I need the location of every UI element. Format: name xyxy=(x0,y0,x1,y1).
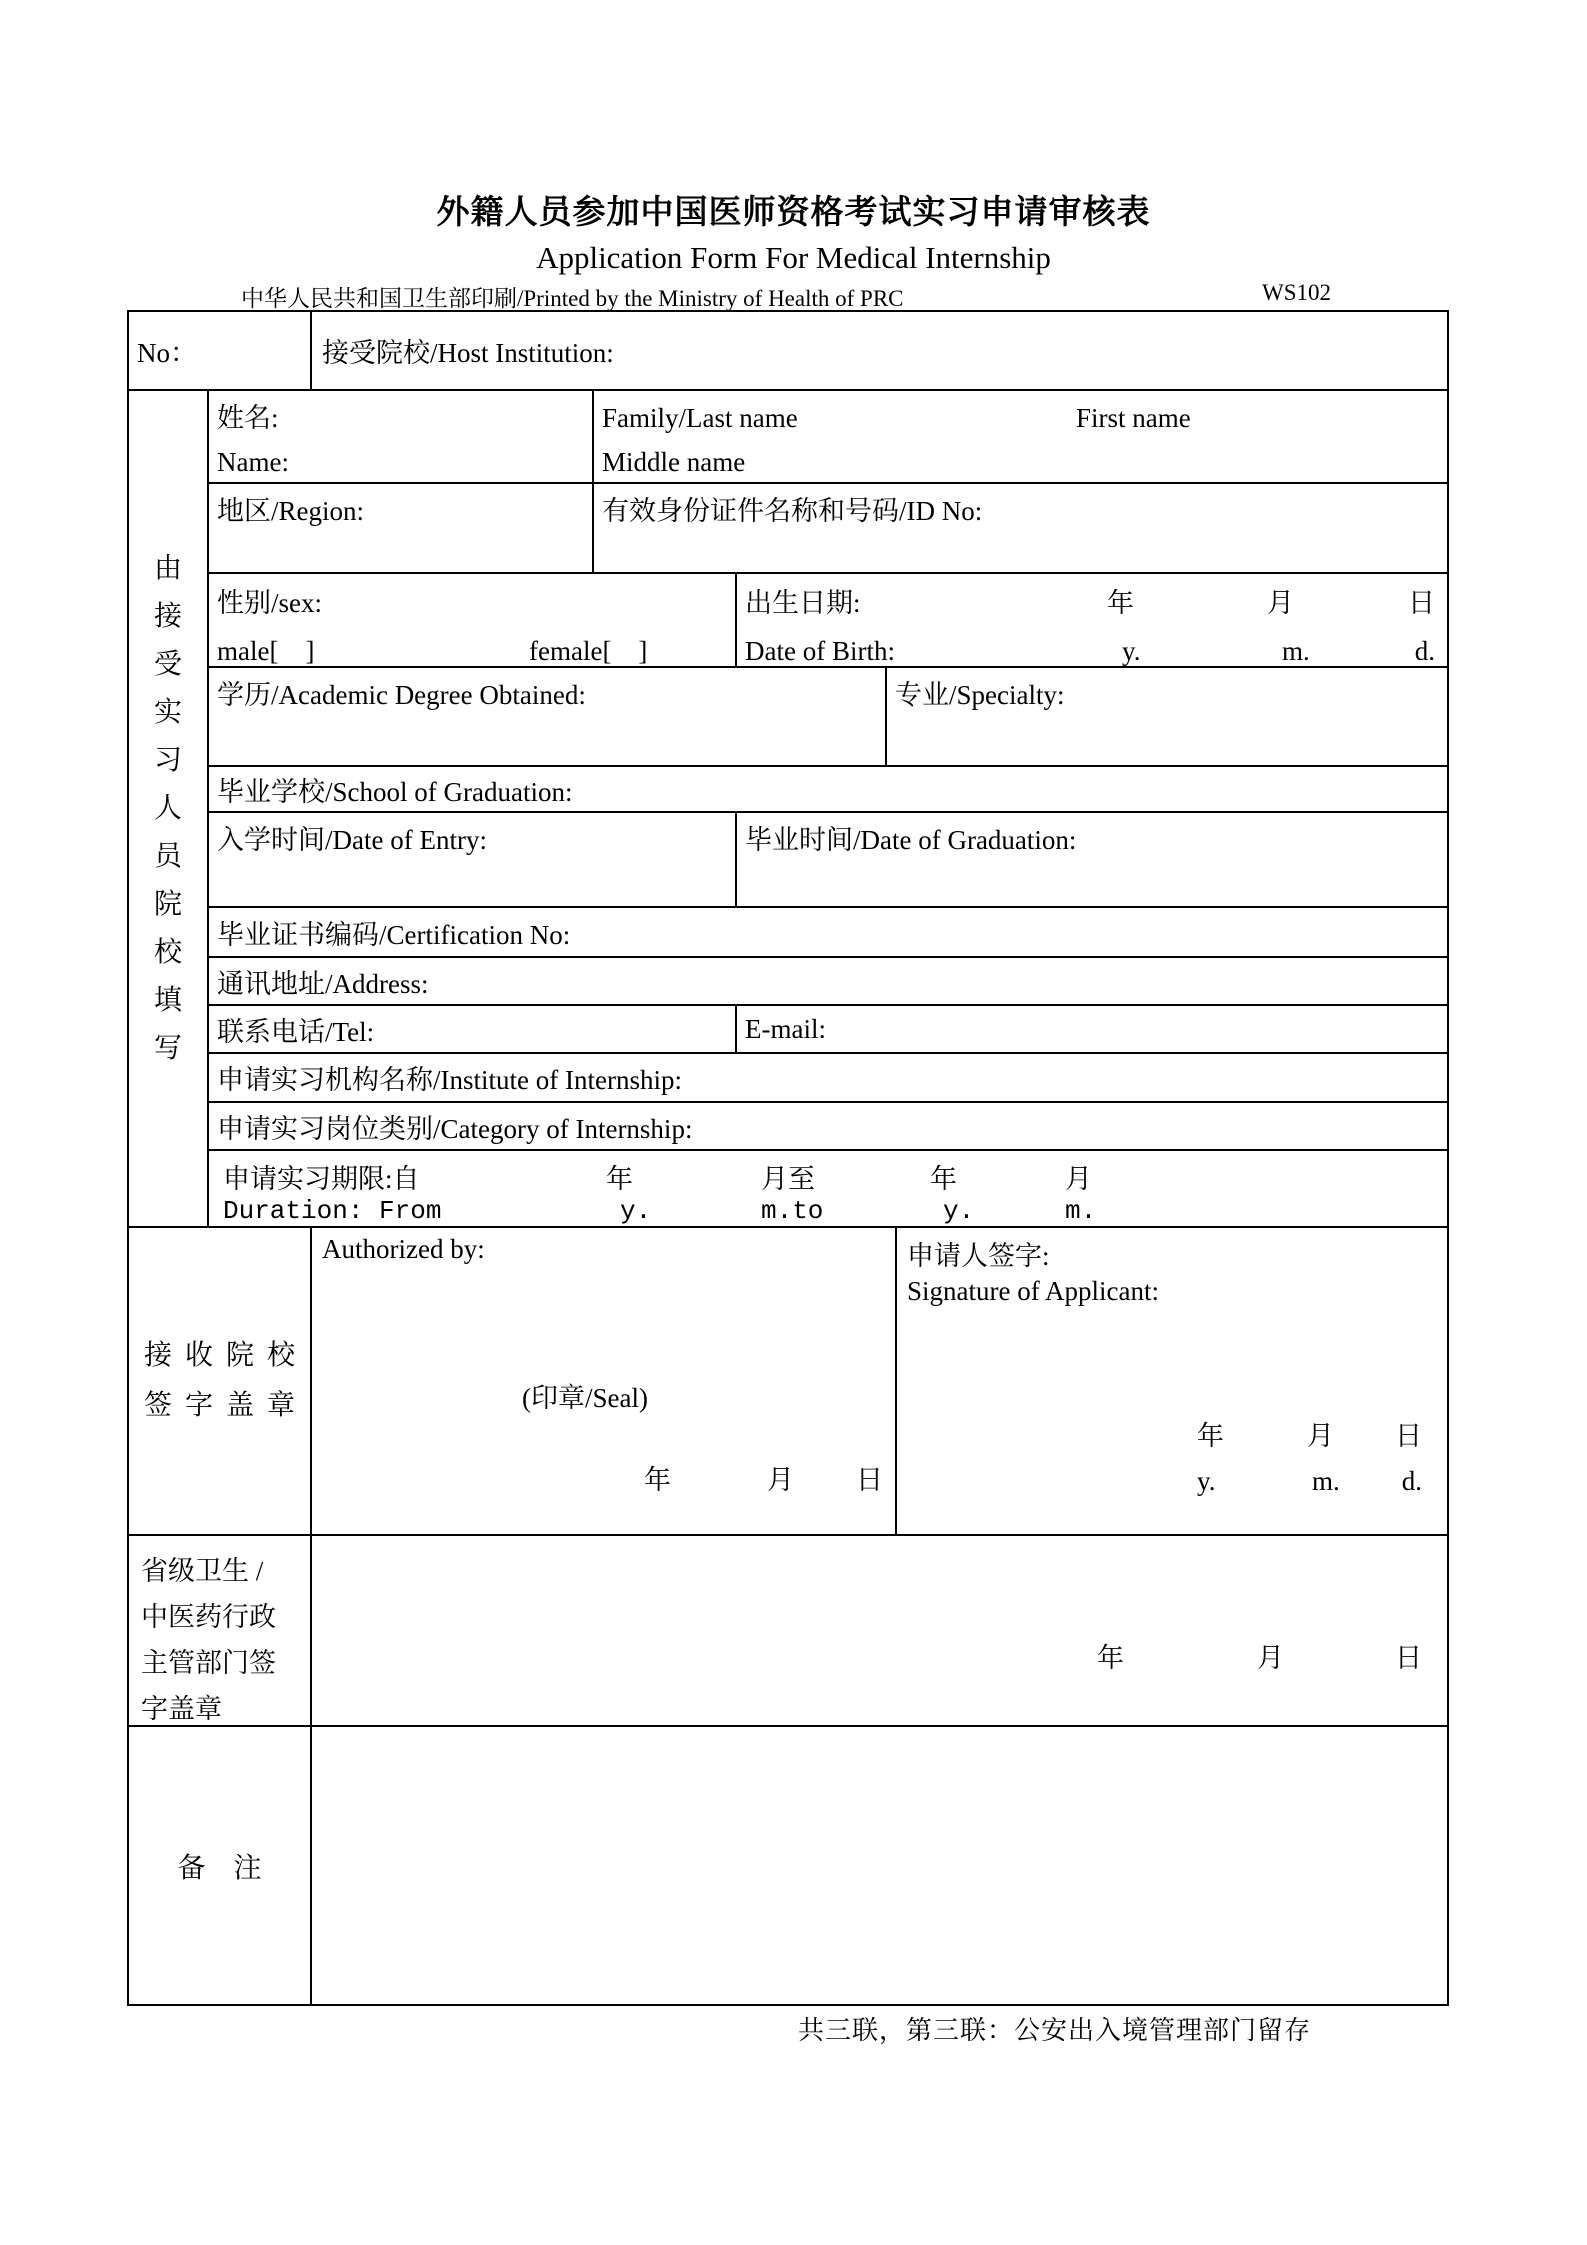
seal-label: (印章/Seal) xyxy=(522,1383,648,1413)
dob-label-zh: 出生日期: xyxy=(745,588,861,618)
address-row xyxy=(209,956,1447,1004)
female-checkbox-label: female[ ] xyxy=(529,636,648,666)
specialty-label: 专业/Specialty: xyxy=(885,668,1447,765)
degree-label: 学历/Academic Degree Obtained: xyxy=(217,680,586,710)
date-of-entry-label: 入学时间/Date of Entry: xyxy=(217,825,487,855)
duration-month1-en: m.to xyxy=(761,1196,824,1226)
institute-label: 申请实习机构名称/Institute of Internship: xyxy=(217,1065,682,1095)
tel-email-row xyxy=(209,1004,1447,1052)
school-row xyxy=(209,765,1447,811)
region-row xyxy=(209,482,1447,572)
duration-cell xyxy=(209,1151,1447,1228)
dob-year-zh: 年 xyxy=(1107,588,1134,618)
printed-by-note: 中华人民共和国卫生部印刷/Printed by the Ministry of Health of PRC xyxy=(241,286,904,311)
duration-label-en: Duration: From xyxy=(223,1196,442,1226)
region-label: 地区/Region: xyxy=(217,496,364,526)
duration-year2-en: y. xyxy=(943,1196,975,1226)
duration-year2-zh: 年 xyxy=(930,1164,957,1194)
applicant-date-month-en: m. xyxy=(1312,1466,1340,1496)
form-table xyxy=(127,310,1449,2006)
provincial-authority-section xyxy=(129,1534,1447,1725)
applicant-signature-cell xyxy=(895,1228,1447,1534)
remarks-label: 备 注 xyxy=(177,1852,262,1884)
page-title: 外籍人员参加中国医师资格考试实习申请审核表 xyxy=(436,195,1151,231)
applicant-signature-label-en: Signature of Applicant: xyxy=(907,1276,1159,1306)
applicant-date-year-en: y. xyxy=(1197,1466,1216,1496)
provincial-date-year: 年 xyxy=(1097,1643,1124,1673)
copies-note: 共三联，第三联：公安出入境管理部门留存 xyxy=(798,2016,1312,2045)
tel-label: 联系电话/Tel: xyxy=(217,1016,375,1047)
no-label: No： xyxy=(137,338,197,368)
dob-day-en: d. xyxy=(1414,636,1435,666)
applicant-signature-label-zh: 申请人签字: xyxy=(907,1241,1050,1271)
degree-row xyxy=(209,666,1447,765)
host-institution-label: 接受院校/Host Institution: xyxy=(310,312,1447,389)
sex-dob-row xyxy=(209,572,1447,666)
sex-label: 性别/sex: xyxy=(217,588,322,618)
id-no-label: 有效身份证件名称和号码/ID No: xyxy=(592,484,1447,572)
school-label: 毕业学校/School of Graduation: xyxy=(217,776,573,807)
family-last-name-label: Family/Last name xyxy=(602,403,798,433)
remarks-section xyxy=(129,1725,1447,2004)
authorized-date-month: 月 xyxy=(767,1465,794,1495)
sex-cell xyxy=(209,574,735,666)
certification-no-label: 毕业证书编码/Certification No: xyxy=(217,919,571,950)
duration-month2-en: m. xyxy=(1065,1196,1097,1226)
provincial-side-label: 省级卫生 / 中医药行政 主管部门签 字盖章 xyxy=(141,1556,276,1724)
duration-row xyxy=(209,1149,1447,1228)
name-label-zh: 姓名: xyxy=(217,403,279,433)
name-row xyxy=(209,391,1447,482)
dob-year-en: y. xyxy=(1122,636,1141,666)
side-label-filled-by-host: 由接受实习人员院校填写 xyxy=(129,391,209,1226)
duration-year1-en: y. xyxy=(620,1196,652,1226)
provincial-signature-cell xyxy=(310,1536,1447,1725)
category-label: 申请实习岗位类别/Category of Internship: xyxy=(217,1113,693,1144)
duration-year1-zh: 年 xyxy=(606,1164,633,1194)
entry-graduation-row xyxy=(209,811,1447,906)
page-subtitle: Application Form For Medical Internship xyxy=(536,240,1051,275)
date-of-graduation-label: 毕业时间/Date of Graduation: xyxy=(735,813,1447,906)
duration-month1-zh: 月至 xyxy=(761,1164,815,1194)
middle-name-label: Middle name xyxy=(602,447,746,477)
institute-row xyxy=(209,1052,1447,1101)
dob-month-zh: 月 xyxy=(1267,588,1294,618)
certification-row xyxy=(209,906,1447,956)
name-field-cell xyxy=(592,391,1447,482)
remarks-content-cell xyxy=(310,1727,1447,2004)
form-code: WS102 xyxy=(1262,280,1331,305)
dob-day-zh: 日 xyxy=(1408,588,1435,618)
name-label-cell xyxy=(209,391,592,482)
duration-month2-zh: 月 xyxy=(1065,1164,1092,1194)
main-block xyxy=(129,389,1447,1226)
male-checkbox-label: male[ ] xyxy=(217,636,315,666)
host-signature-side-label: 接收院校 签字盖章 xyxy=(143,1340,308,1421)
email-label: E-mail: xyxy=(735,1006,1447,1052)
first-name-label: First name xyxy=(1076,403,1191,433)
duration-label-zh: 申请实习期限:自 xyxy=(223,1164,420,1194)
dob-label-en: Date of Birth: xyxy=(745,636,895,666)
authorized-date-day: 日 xyxy=(856,1465,883,1495)
host-signature-section xyxy=(129,1226,1447,1534)
dob-month-en: m. xyxy=(1282,636,1310,666)
name-label-en: Name: xyxy=(217,447,289,477)
applicant-date-year-zh: 年 xyxy=(1197,1421,1224,1451)
authorized-date-year: 年 xyxy=(644,1465,671,1495)
dob-cell xyxy=(735,574,1447,666)
provincial-date-day: 日 xyxy=(1395,1643,1422,1673)
applicant-date-day-en: d. xyxy=(1401,1466,1422,1496)
authorized-by-cell xyxy=(310,1228,895,1534)
applicant-date-day-zh: 日 xyxy=(1395,1421,1422,1451)
provincial-date-month: 月 xyxy=(1257,1643,1284,1673)
address-label: 通讯地址/Address: xyxy=(217,968,429,999)
authorized-by-label: Authorized by: xyxy=(322,1234,485,1264)
category-row xyxy=(209,1101,1447,1149)
applicant-date-month-zh: 月 xyxy=(1307,1421,1334,1451)
no-host-row xyxy=(129,312,1447,389)
